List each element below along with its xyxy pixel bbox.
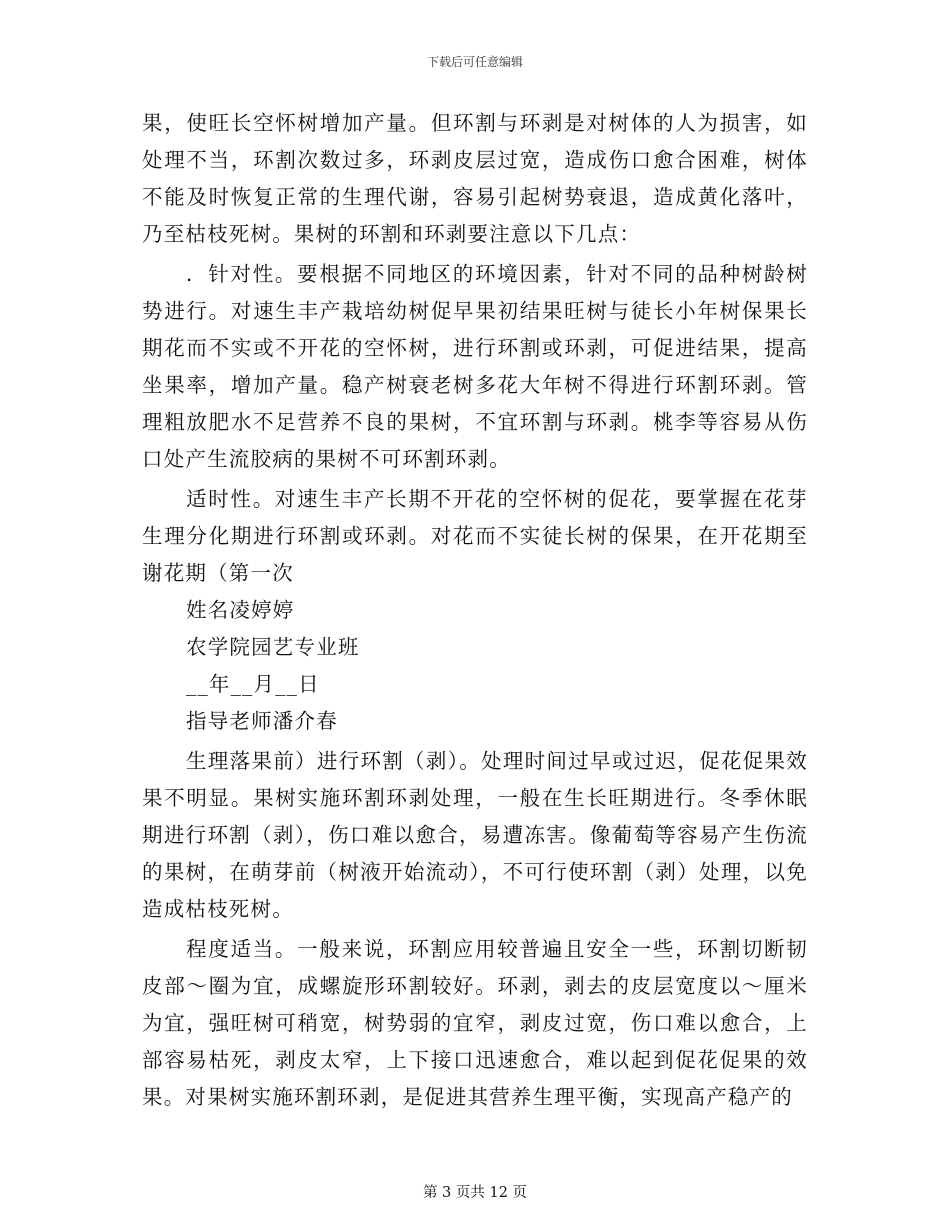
paragraph-2: ．针对性。要根据不同地区的环境因素，针对不同的品种树龄树势进行。对速生丰产栽培幼树促早果初结果旺树与徒长小年树保果长期花而不实或不开花的空怀树，进行环割或环剥，可促进结果，提高坐果率，增加产量。稳产树衰老树多花大年树不得进行环割环剥。管理粗放肥水不足营养不良的果树，不宜环割与环剥。桃李等容易从伤口处产生流胶病的果树不可环割环剥。 — [142, 262, 808, 471]
paragraph-4: 生理落果前）进行环割（剥）。处理时间过早或过迟，促花促果效果不明显。果树实施环割环剥处理，一般在生长旺期进行。冬季休眠期进行环割（剥），伤口难以愈合，易遭冻害。像葡萄等容易产生伤流的果树，在萌芽前（树液开始流动），不可行使环割（剥）处理，以免造成枯枝死树。 — [142, 749, 808, 921]
date-line: __年__月__日 — [186, 672, 320, 696]
name-line: 姓名凌婷婷 — [186, 598, 295, 622]
class-line: 农学院园艺专业班 — [186, 635, 360, 659]
document-body — [142, 105, 808, 1116]
header-note: 下载后可任意编辑 — [426, 55, 523, 69]
paragraph-5: 程度适当。一般来说，环割应用较普遍且安全一些，环割切断韧皮部～圈为宜，成螺旋形环割较好。环剥，剥去的皮层宽度以～厘米为宜，强旺树可稍宽，树势弱的宜窄，剥皮过宽，伤口难以愈合，上部容易枯死，剥皮太窄，上下接口迅速愈合，难以起到促花促果的效果。对果树实施环割环剥，是促进其营养生理平衡，实现高产稳产的 — [142, 937, 808, 1109]
page-number: 第 3 页共 12 页 — [422, 1185, 528, 1201]
paragraph-3: 适时性。对速生丰产长期不开花的空怀树的促花，要掌握在花芽生理分化期进行环割或环剥。对花而不实徒长树的保果，在开花期至谢花期（第一次 — [142, 487, 808, 585]
advisor-line: 指导老师潘介春 — [186, 709, 338, 733]
paragraph-1: 果，使旺长空怀树增加产量。但环割与环剥是对树体的人为损害，如处理不当，环割次数过多，环剥皮层过宽，造成伤口愈合困难，树体不能及时恢复正常的生理代谢，容易引起树势衰退，造成黄化落叶，乃至枯枝死树。果树的环割和环剥要注意以下几点： — [142, 111, 808, 246]
